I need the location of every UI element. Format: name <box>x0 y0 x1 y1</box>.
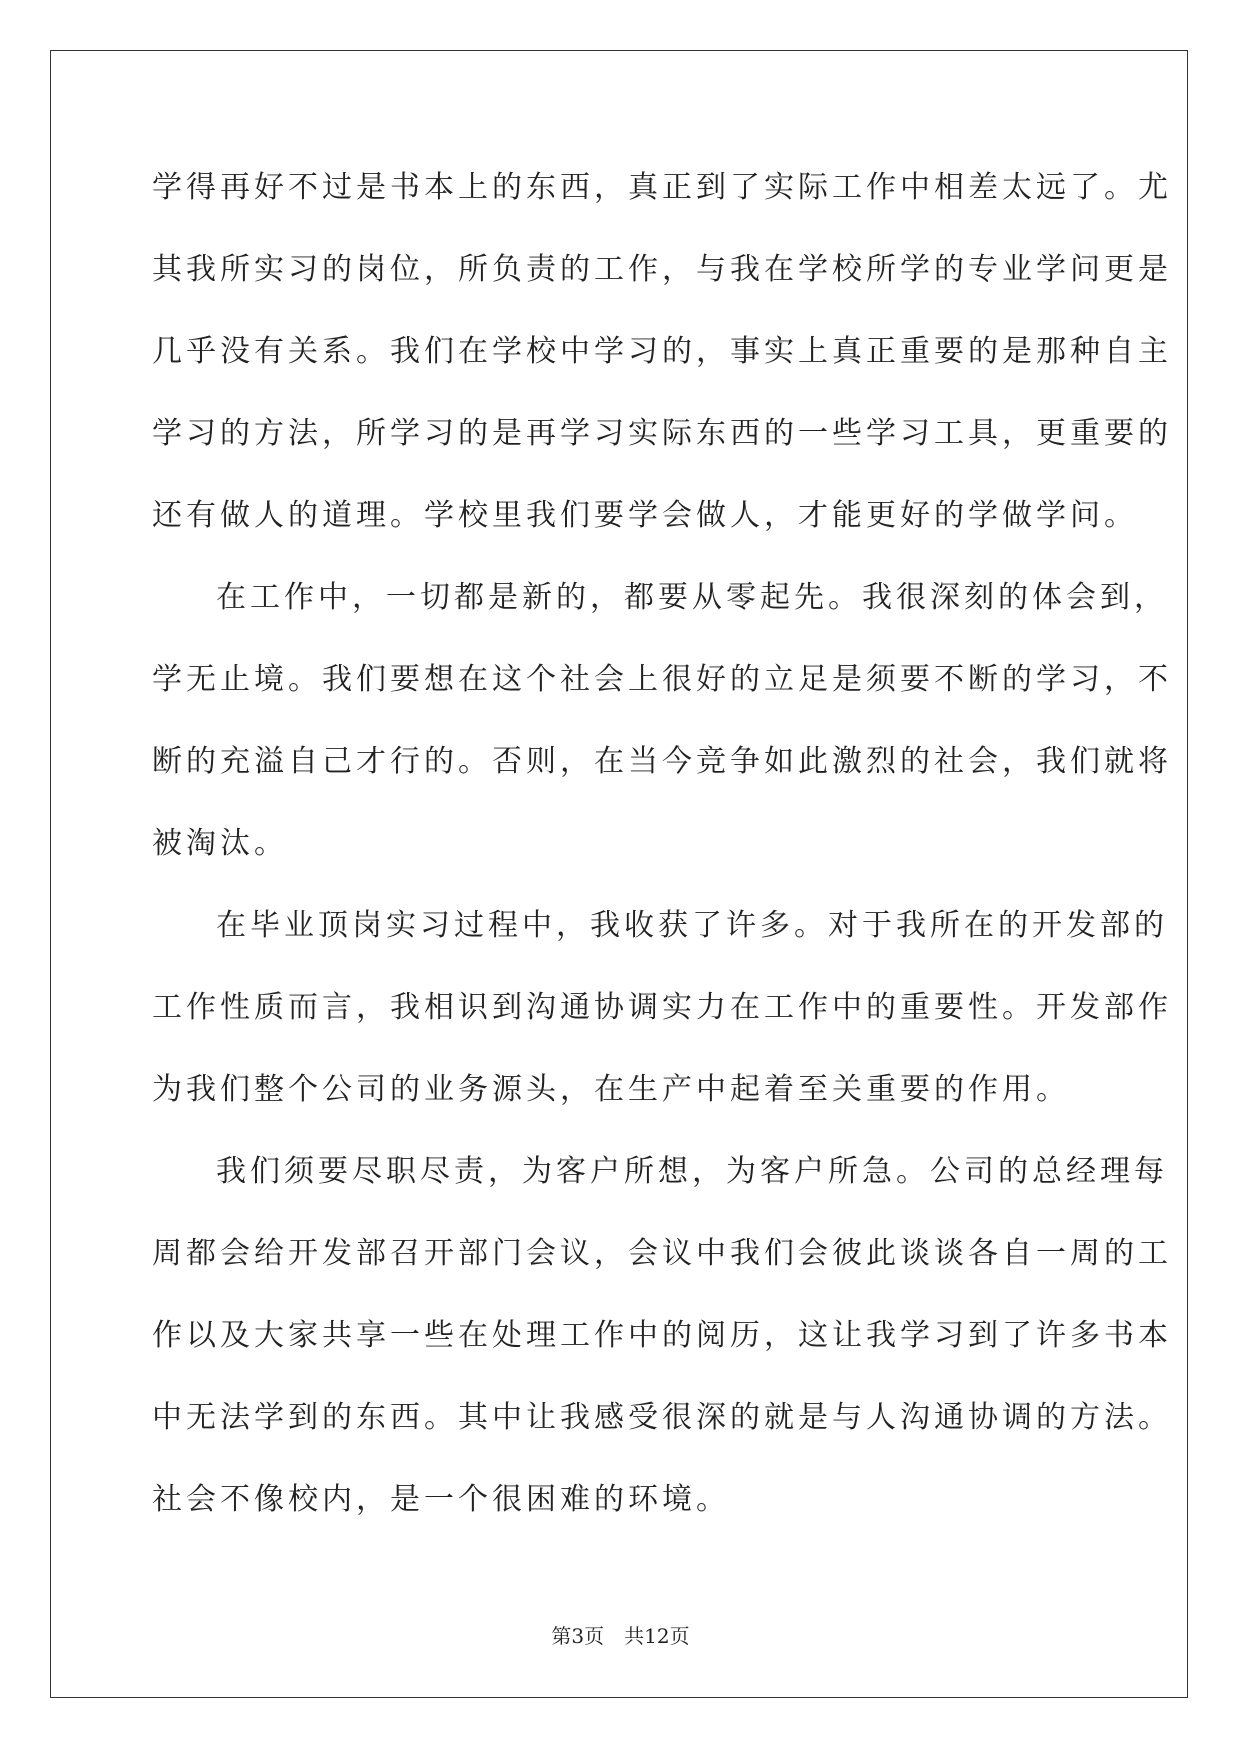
document-body <box>152 162 1172 1556</box>
page-footer <box>0 1620 1241 1649</box>
text-line: 在工作中，一切都是新的，都要从零起先。我很深刻的体会到， <box>216 580 1168 615</box>
page-number: 第3页 <box>551 1624 605 1648</box>
text-line: 断的充溢自己才行的。否则，在当今竞争如此激烈的社会，我们就将 <box>152 744 1172 779</box>
text-line: 学习的方法，所学习的是再学习实际东西的一些学习工具，更重要的 <box>152 416 1172 451</box>
text-line: 几乎没有关系。我们在学校中学习的，事实上真正重要的是那种自主 <box>152 334 1172 369</box>
text-line: 还有做人的道理。学校里我们要学会做人，才能更好的学做学问。 <box>152 498 1138 533</box>
text-line: 学无止境。我们要想在这个社会上很好的立足是须要不断的学习，不 <box>152 662 1172 697</box>
text-line: 作以及大家共享一些在处理工作中的阅历，这让我学习到了许多书本 <box>152 1318 1172 1353</box>
text-line: 工作性质而言，我相识到沟通协调实力在工作中的重要性。开发部作 <box>152 990 1172 1025</box>
page-total: 共12页 <box>624 1624 690 1648</box>
text-line: 其我所实习的岗位，所负责的工作，与我在学校所学的专业学问更是 <box>152 252 1172 287</box>
text-line: 社会不像校内，是一个很困难的环境。 <box>152 1482 730 1517</box>
text-line: 为我们整个公司的业务源头，在生产中起着至关重要的作用。 <box>152 1072 1070 1107</box>
text-line: 中无法学到的东西。其中让我感受很深的就是与人沟通协调的方法。 <box>152 1400 1172 1435</box>
text-line: 被淘汰。 <box>152 826 288 861</box>
text-line: 学得再好不过是书本上的东西，真正到了实际工作中相差太远了。尤 <box>152 170 1172 205</box>
text-line: 我们须要尽职尽责，为客户所想，为客户所急。公司的总经理每 <box>216 1154 1168 1189</box>
text-line: 在毕业顶岗实习过程中，我收获了许多。对于我所在的开发部的 <box>216 908 1168 943</box>
text-line: 周都会给开发部召开部门会议，会议中我们会彼此谈谈各自一周的工 <box>152 1236 1172 1271</box>
